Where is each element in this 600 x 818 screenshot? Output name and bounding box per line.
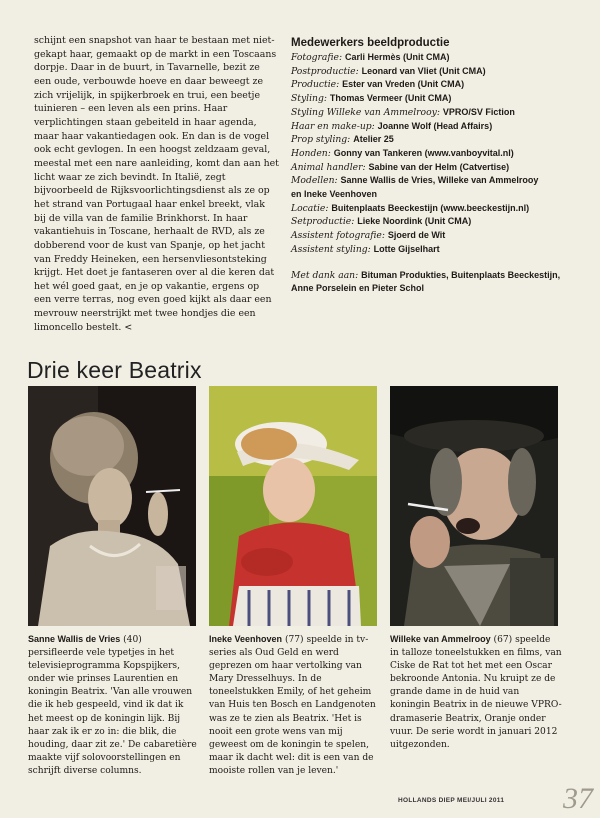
credit-row — [291, 78, 581, 92]
credit-role: Prop styling: — [291, 134, 351, 146]
thanks-label: Met dank aan: — [291, 269, 359, 281]
production-credits — [291, 36, 581, 296]
credit-row — [291, 133, 581, 147]
caption-sanne-wallis-de-vries — [28, 633, 198, 778]
credit-role: Animal handler: — [291, 161, 366, 173]
caption-willeke-van-ammelrooy — [390, 633, 562, 752]
credit-row — [291, 92, 581, 106]
credit-row — [291, 229, 581, 243]
caption-name: Ineke Veenhoven — [209, 634, 283, 644]
caption-text: (40) persifleerde vele typetjes in het televisieprogramma Kopspijkers, onder wie prinses Laurentien en koningin Beatrix. 'Van alle vrouwen die ik heb gespeeld, vind ik dat ik het meest op de koningin lijk. Bij haar zak ik er zo in: die blik, die houding, daar zit ze.' De cabaretière maakte vijf solovoorstellingen en schrijft diverse columns. — [28, 635, 197, 776]
credit-row — [291, 147, 581, 161]
credit-role: Assistent styling: — [291, 243, 371, 255]
credit-value: Atelier 25 — [353, 134, 394, 145]
credit-value: Sabine van der Helm (Catvertise) — [368, 161, 510, 172]
footer-magazine-issue: HOLLANDS DIEP MEI/JULI 2011 — [398, 797, 505, 804]
credit-value: VPRO/SV Fiction — [442, 106, 515, 117]
thanks-text: Bituman Produkties, Buitenplaats Beeckestijn, Anne Porselein en Pieter Schol — [291, 269, 561, 294]
caption-name: Sanne Wallis de Vries — [28, 634, 121, 644]
credit-role: Setproductie: — [291, 216, 355, 228]
credit-row — [291, 51, 581, 65]
credit-role: Locatie: — [291, 202, 329, 214]
article-body-text: schijnt een snapshot van haar te bestaan met niet-gekapt haar, gemaakt op de markt in een Toscaans dorpje. Daar in de buurt, in Tavarnelle, bezit ze een oude, verbouwde hoeve en daar beweegt ze zich vrijelijk, in spijkerbroek en trui, een beetje tuinieren – een leven als een prins. Haar verplichtingen staan gebeiteld in haar agenda, maar haar vakantiedagen ook. En dan is de vogel ook echt gevlogen. In een hoogst zeldzaam geval, meestal met een nare aanleiding, komt dan aan het licht waar ze zich bevindt. In Italië, zegt bijvoorbeeld de Rijksvoorlichtingsdienst als ze op het strand van Portugaal haar enkel breekt, vlak bij de villa van de familie Brinkhorst. In haar vakantiehuis in Toscane, herhaalt de RVD, als ze dobberend voor de kust van Spanje, op het jacht van Freddy Heineken, een hersenvliesontsteking krijgt. Het doet je fantaseren over al die keren dat het wél goed gaat, en je op vakantie, ergens op een verre terras, nog even goed kijkt als daar een mevrouw neerstrijkt met twee hondjes die een limoncello bestelt. < — [34, 35, 279, 333]
credit-role: Assistent fotografie: — [291, 230, 385, 242]
credit-row — [291, 174, 581, 188]
credit-role: Modellen: — [291, 175, 338, 187]
credit-value: Sanne Wallis de Vries, Willeke van Ammelrooy — [340, 175, 539, 186]
photo-willeke-van-ammelrooy — [390, 386, 558, 626]
credit-row — [291, 243, 581, 257]
credit-value: Sjoerd de Wit — [387, 230, 446, 241]
caption-name: Willeke van Ammelrooy — [390, 634, 491, 644]
credit-role: Productie: — [291, 79, 340, 91]
credit-value: Gonny van Tankeren (www.vanboyvital.nl) — [333, 147, 514, 158]
credit-role: Fotografie: — [291, 52, 343, 63]
credits-title: Medewerkers beeldproductie — [291, 37, 450, 49]
credit-value: Joanne Wolf (Head Affairs) — [377, 120, 493, 131]
section-title: Drie keer Beatrix — [27, 357, 202, 383]
credit-role: Postproductie: — [291, 65, 359, 77]
credit-value: Ester van Vreden (Unit CMA) — [342, 79, 465, 90]
credit-role: Styling Willeke van Ammelrooy: — [291, 106, 440, 118]
credit-row — [291, 161, 581, 175]
credit-value: Buitenplaats Beeckestijn (www.beeckestijn.nl) — [331, 202, 530, 213]
credit-value: Lieke Noordink (Unit CMA) — [357, 216, 472, 227]
credit-row — [291, 202, 581, 216]
credit-row — [291, 65, 581, 79]
credit-role: Haar en make-up: — [291, 120, 375, 132]
credit-row — [291, 106, 581, 120]
credit-value: Thomas Vermeer (Unit CMA) — [329, 93, 452, 104]
credit-value: en Ineke Veenhoven — [291, 189, 378, 200]
caption-text: (67) speelde in talloze toneelstukken en films, van Ciske de Rat tot het met een Oscar bekroonde Antonia. Nu kruipt ze de grande dame in de huid van koningin Beatrix in de nieuwe VPRO-dramaserie Beatrix, Oranje onder vuur. De serie wordt in januari 2012 uitgezonden. — [390, 635, 562, 750]
credit-value: Leonard van Vliet (Unit CMA) — [361, 65, 486, 76]
credit-value: Carli Hermès (Unit CMA) — [344, 52, 450, 62]
credit-row — [291, 188, 581, 202]
caption-text: (77) speelde in tv-series als Oud Geld en werd geprezen om haar vertolking van Mary Dresselhuys. In de toneelstukken Emily, of het geheim van Huis ten Bosch en Landgenoten was ze te zien als Beatrix. 'Het is nooit een grote wens van mij geweest om de koningin te spelen, maar ik dacht wel: dit is een van de mooiste rollen van je leven.' — [209, 635, 376, 776]
page-number: 37 — [563, 782, 593, 815]
photo-sanne-wallis-de-vries — [28, 386, 196, 626]
page-footer — [398, 782, 600, 818]
thanks-note — [291, 269, 581, 296]
credit-role: Honden: — [291, 147, 331, 159]
credits-list — [291, 51, 581, 257]
credit-value: Lotte Gijselhart — [373, 243, 440, 254]
photo-ineke-veenhoven — [209, 386, 377, 626]
credit-row — [291, 215, 581, 229]
credit-role: Styling: — [291, 93, 327, 105]
credit-row — [291, 120, 581, 134]
caption-ineke-veenhoven — [209, 633, 379, 778]
